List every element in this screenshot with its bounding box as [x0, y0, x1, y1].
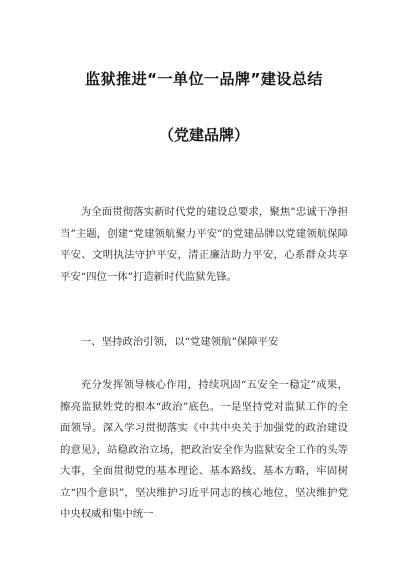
body-paragraph: 充分发挥领导核心作用，持续巩固“五安全一稳定”成果，擦亮监狱姓党的根本“政治”底色。一是坚持党对监狱工作的全面领导。深入学习贯彻落实《中共中央关于加强党的政治建设的意见》，站稳政治立场，把政治安全作为监狱安全工作的头等大事，全面贯彻党的基本理论、基本路线、基本方略，牢固树立“四个意识”，坚决维护习近平同志的核心地位，坚决维护党中央权威和集中统一 [60, 379, 348, 520]
intro-paragraph: 为全面贯彻落实新时代党的建设总要求，聚焦“忠诚干净担当”主题，创建“党建领航聚力平安”的党建品牌以党建领航保障平安、文明执法守护平安，清正廉洁助力平安，心系群众共享平安“四位一体”打造新时代监狱先锋。 [60, 206, 348, 283]
section-heading: 一、坚持政治引领，以“党建领航”保障平安 [80, 336, 279, 348]
document-subtitle: （党建品牌） [158, 126, 249, 144]
document-title: 监狱推进“一单位一品牌”建设总结 [85, 70, 323, 88]
